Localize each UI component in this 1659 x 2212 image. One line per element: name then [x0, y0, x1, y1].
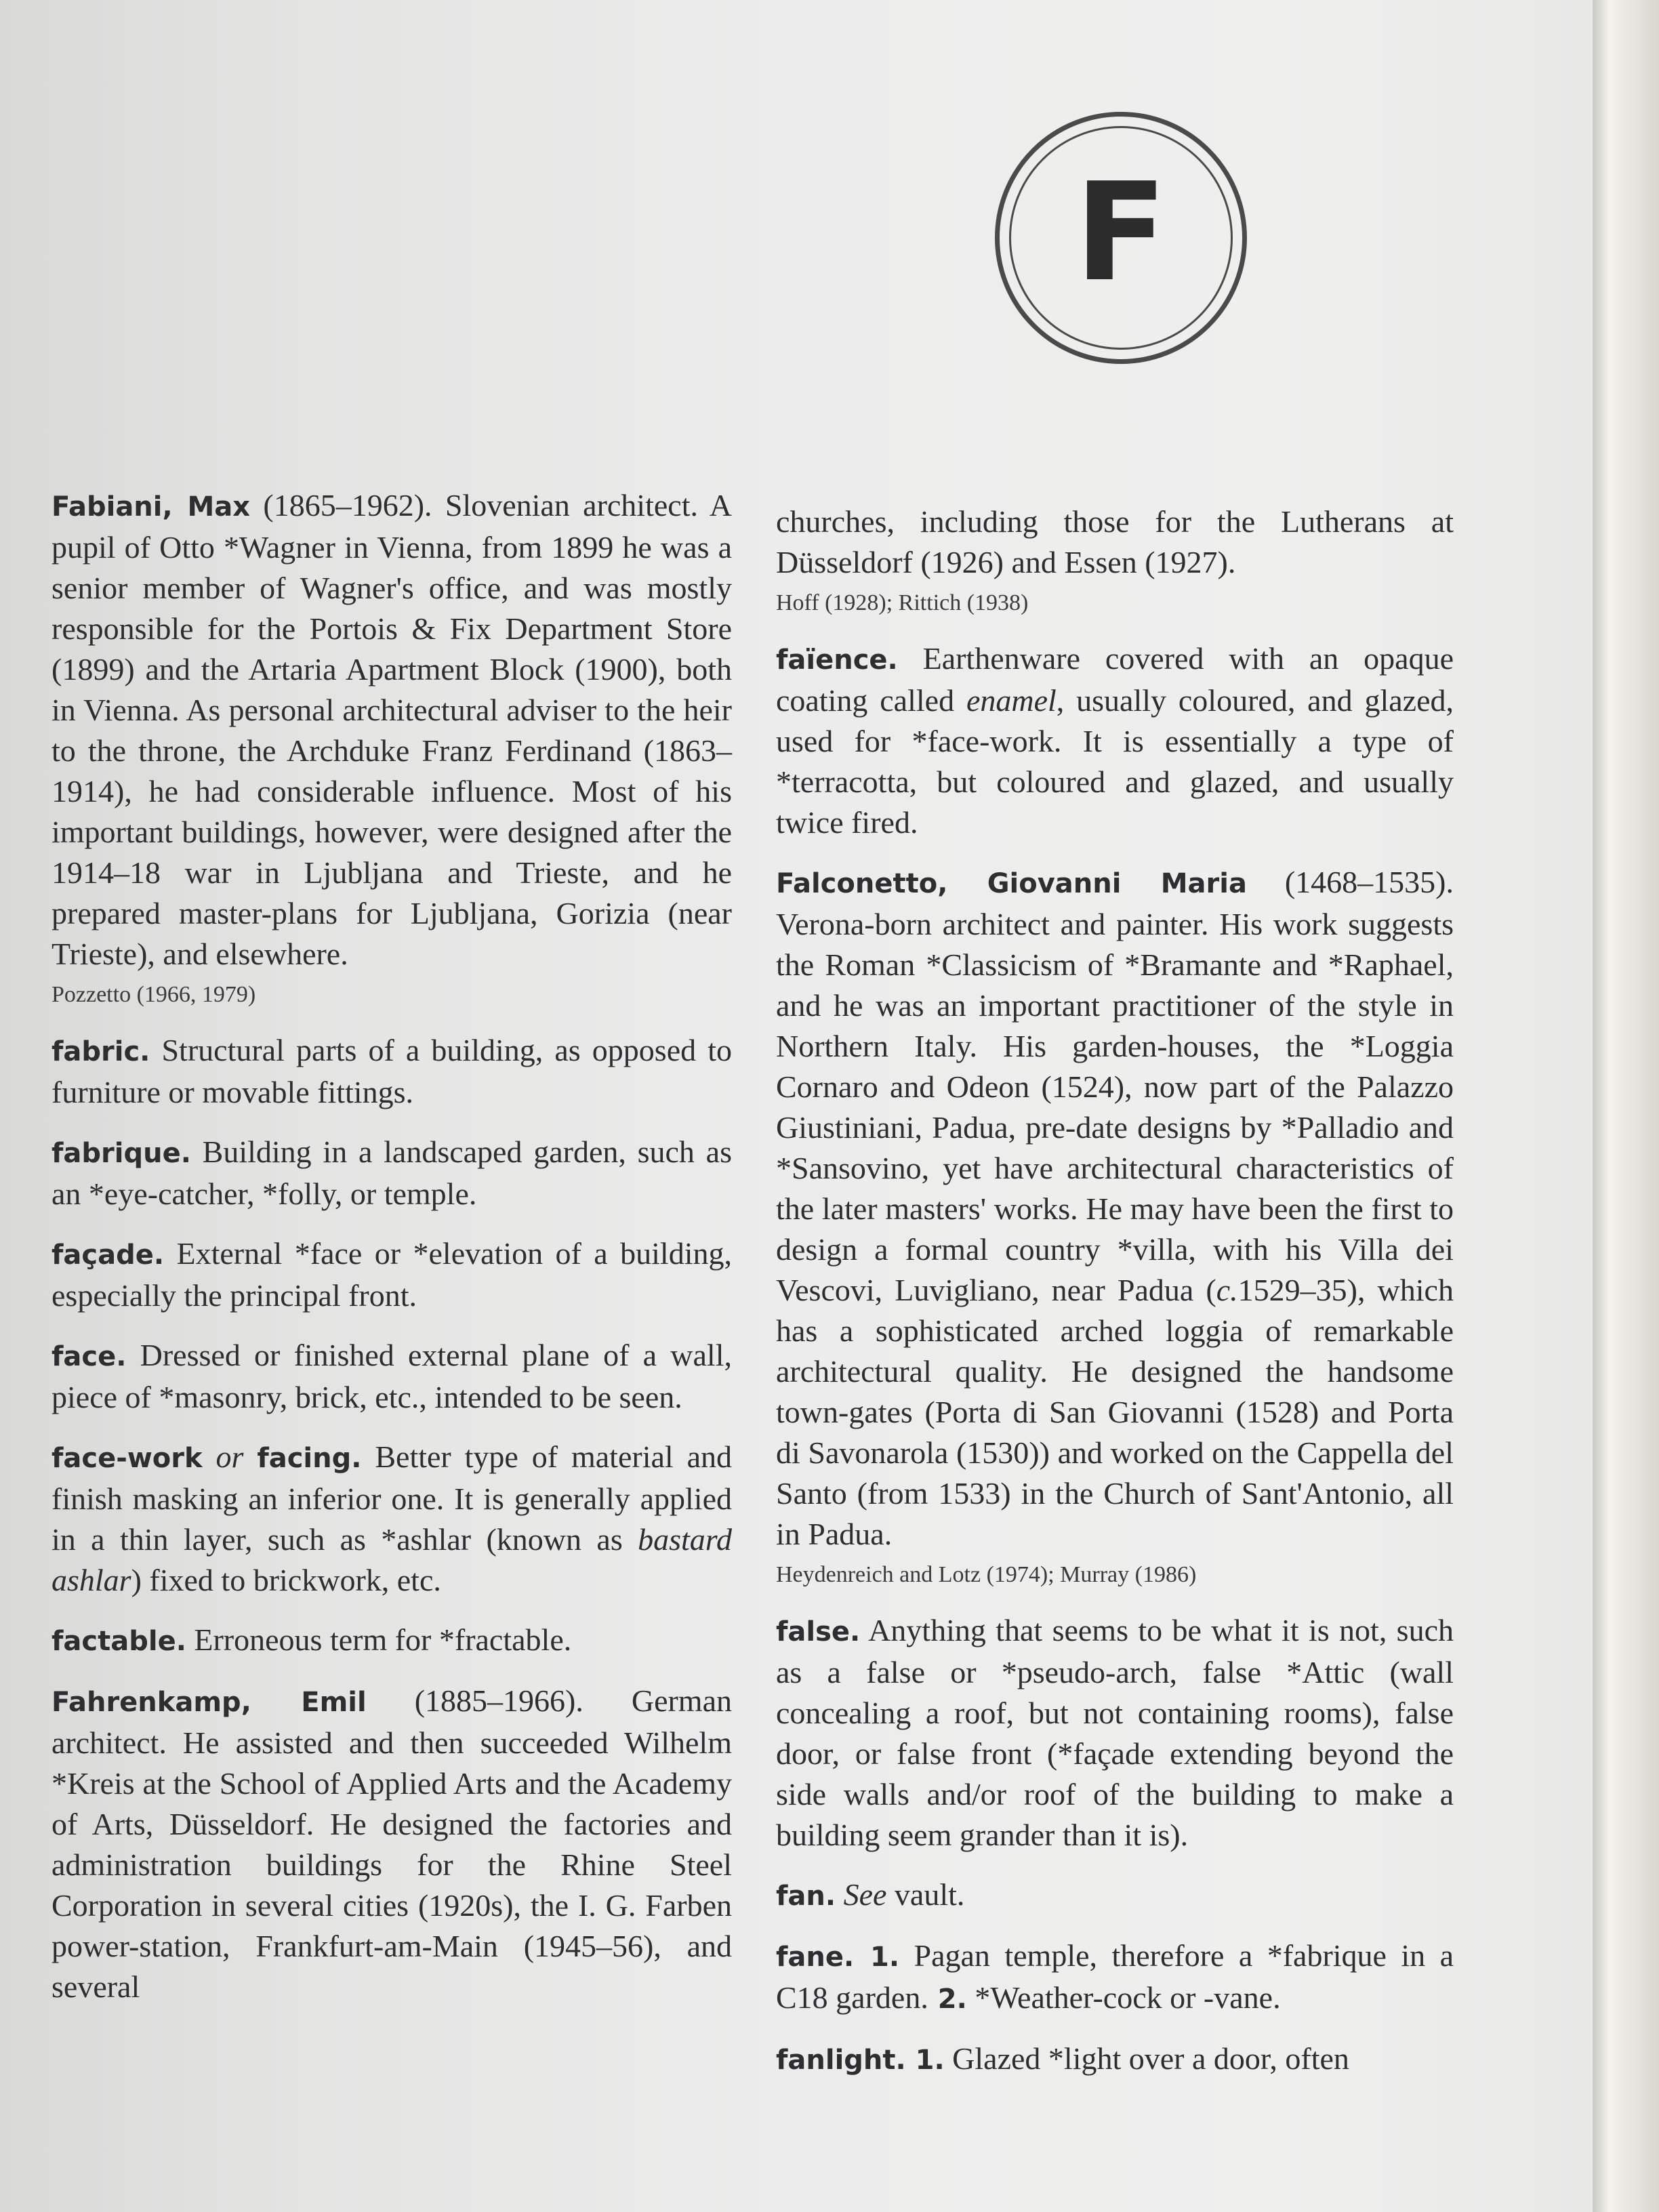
definition: Erroneous term for *fractable.	[186, 1622, 572, 1657]
italic-term: bastard ashlar	[52, 1522, 732, 1597]
headword: fabrique.	[52, 1138, 191, 1169]
headword-alt: facing.	[257, 1443, 362, 1474]
chapter-letter-badge	[995, 112, 1247, 364]
definition: Earthenware covered with an opaque coating called	[776, 641, 1454, 718]
headword: fabric.	[52, 1036, 150, 1067]
entry-facade	[52, 1233, 732, 1316]
headword: face.	[52, 1341, 127, 1372]
definition: Glazed *light over a door, often	[944, 2041, 1349, 2076]
italic-term: enamel	[966, 683, 1057, 718]
headword: false.	[776, 1616, 861, 1647]
definition: (1468–1535). Verona-born architect and painter. His work suggests the Roman *Classicism of *Bramante and *Raphael, and he was an important practitioner of the style in Northern Italy. His garden-houses, the *Loggia Cornaro and Odeon (1524), now part of the Palazzo Giustiniani, Padua, pre-date designs by *Palladio and *Sansovino, yet have architectural characteristics of the later masters' works. He may have been the first to design a formal country *villa, with his Villa dei Vescovi, Luvigliano, near Padua (	[776, 865, 1454, 1307]
left-column	[52, 485, 732, 2026]
sense-number: 1.	[854, 1942, 900, 1973]
headword: Fahrenkamp, Emil	[52, 1687, 367, 1718]
right-column	[776, 501, 1454, 2100]
entry-fabric	[52, 1030, 732, 1113]
headword: faïence.	[776, 644, 898, 676]
entry-fane	[776, 1936, 1454, 2020]
entry-fanlight	[776, 2039, 1454, 2081]
entry-fabrique	[52, 1132, 732, 1214]
definition: Pagan temple, therefore a *fabrique in a C18 garden.	[776, 1938, 1454, 2015]
headword: Fabiani, Max	[52, 491, 251, 523]
entry-face-work	[52, 1437, 732, 1601]
definition: *Weather-cock or -vane.	[966, 1980, 1281, 2015]
definition: Better type of material and finish masking an inferior one. It is generally applied in a thin layer, such as *ashlar (known as	[52, 1439, 732, 1557]
headword: factable.	[52, 1626, 186, 1657]
definition: External *face or *elevation of a building, especially the principal front.	[52, 1236, 732, 1313]
italic-term: c.	[1216, 1273, 1238, 1307]
entry-falconetto	[776, 862, 1454, 1555]
definition: vault.	[886, 1877, 965, 1912]
entry-fabiani	[52, 485, 732, 975]
definition: Anything that seems to be what it is not, such as a false or *pseudo-arch, false *Attic (wall concealing a roof, but not containing rooms), false door, or false front (*façade extending beyond the side walls and/or roof of the building to make a building seem grander than it is).	[776, 1613, 1454, 1852]
connector: or	[202, 1439, 258, 1474]
definition-cont: , usually coloured, and glazed, used for *face-work. It is essentially a type of *terracotta, but coloured and glazed, and usually twice fired.	[776, 683, 1454, 840]
entry-fahrenkamp	[52, 1681, 732, 2007]
sense-number: 1.	[905, 2045, 945, 2076]
sense-number: 2.	[928, 1984, 967, 2015]
headword: fane.	[776, 1942, 855, 1973]
cross-reference: See	[836, 1877, 887, 1912]
definition: Dressed or finished external plane of a wall, piece of *masonry, brick, etc., intended to be seen.	[52, 1338, 732, 1414]
entry-factable	[52, 1620, 732, 1662]
definition: (1885–1966). German architect. He assisted and then succeeded Wilhelm *Kreis at the School of Applied Arts and the Academy of Arts, Düsseldorf. He designed the factories and administration buildings for the Rhine Steel Corporation in several cities (1920s), the I. G. Farben power-station, Frankfurt-am-Main (1945–56), and several	[52, 1683, 733, 2004]
headword: Falconetto, Giovanni Maria	[776, 868, 1247, 899]
definition: Building in a landscaped garden, such as an *eye-catcher, *folly, or temple.	[52, 1134, 732, 1211]
entry-false	[776, 1610, 1454, 1856]
definition: (1865–1962). Slovenian architect. A pupil of Otto *Wagner in Vienna, from 1899 he was a senior member of Wagner's office, and was mostly responsible for the Portois & Fix Department Store (1899) and the Artaria Apartment Block (1900), both in Vienna. As personal architectural adviser to the heir to the throne, the Archduke Franz Ferdinand (1863–1914), he had considerable influence. Most of his important buildings, however, were designed after the 1914–18 war in Ljubljana and Trieste, and he prepared master-plans for Ljubljana, Gorizia (near Trieste), and elsewhere.	[52, 488, 732, 971]
reference-fabiani: Pozzetto (1966, 1979)	[52, 982, 256, 1007]
definition: Structural parts of a building, as opposed to furniture or movable fittings.	[52, 1033, 732, 1109]
headword: fanlight.	[776, 2045, 906, 2076]
headword: façade.	[52, 1240, 165, 1271]
page-stack-edge	[1593, 0, 1659, 2212]
chapter-letter: F	[1074, 154, 1168, 312]
entry-fan	[776, 1875, 1454, 1917]
definition-cont: 1529–35), which has a sophisticated arched loggia of remarkable architectural quality. He designed the handsome town-gates (Porta di San Giovanni (1528) and Porta di Savonarola (1530)) and worked on the Cappella del Santo (from 1533) in the Church of Sant'Antonio, all in Padua.	[776, 1273, 1454, 1551]
reference-falconetto: Heydenreich and Lotz (1974); Murray (1986)	[776, 1562, 1197, 1587]
entry-faience	[776, 638, 1454, 843]
definition-cont: ) fixed to brickwork, etc.	[131, 1563, 441, 1597]
entry-face	[52, 1335, 732, 1418]
headword: face-work	[52, 1443, 203, 1474]
reference-fahrenkamp: Hoff (1928); Rittich (1938)	[776, 590, 1029, 615]
headword: fan.	[776, 1881, 836, 1912]
entry-fahrenkamp-continued: churches, including those for the Lutherans at Düsseldorf (1926) and Essen (1927).	[776, 504, 1454, 579]
